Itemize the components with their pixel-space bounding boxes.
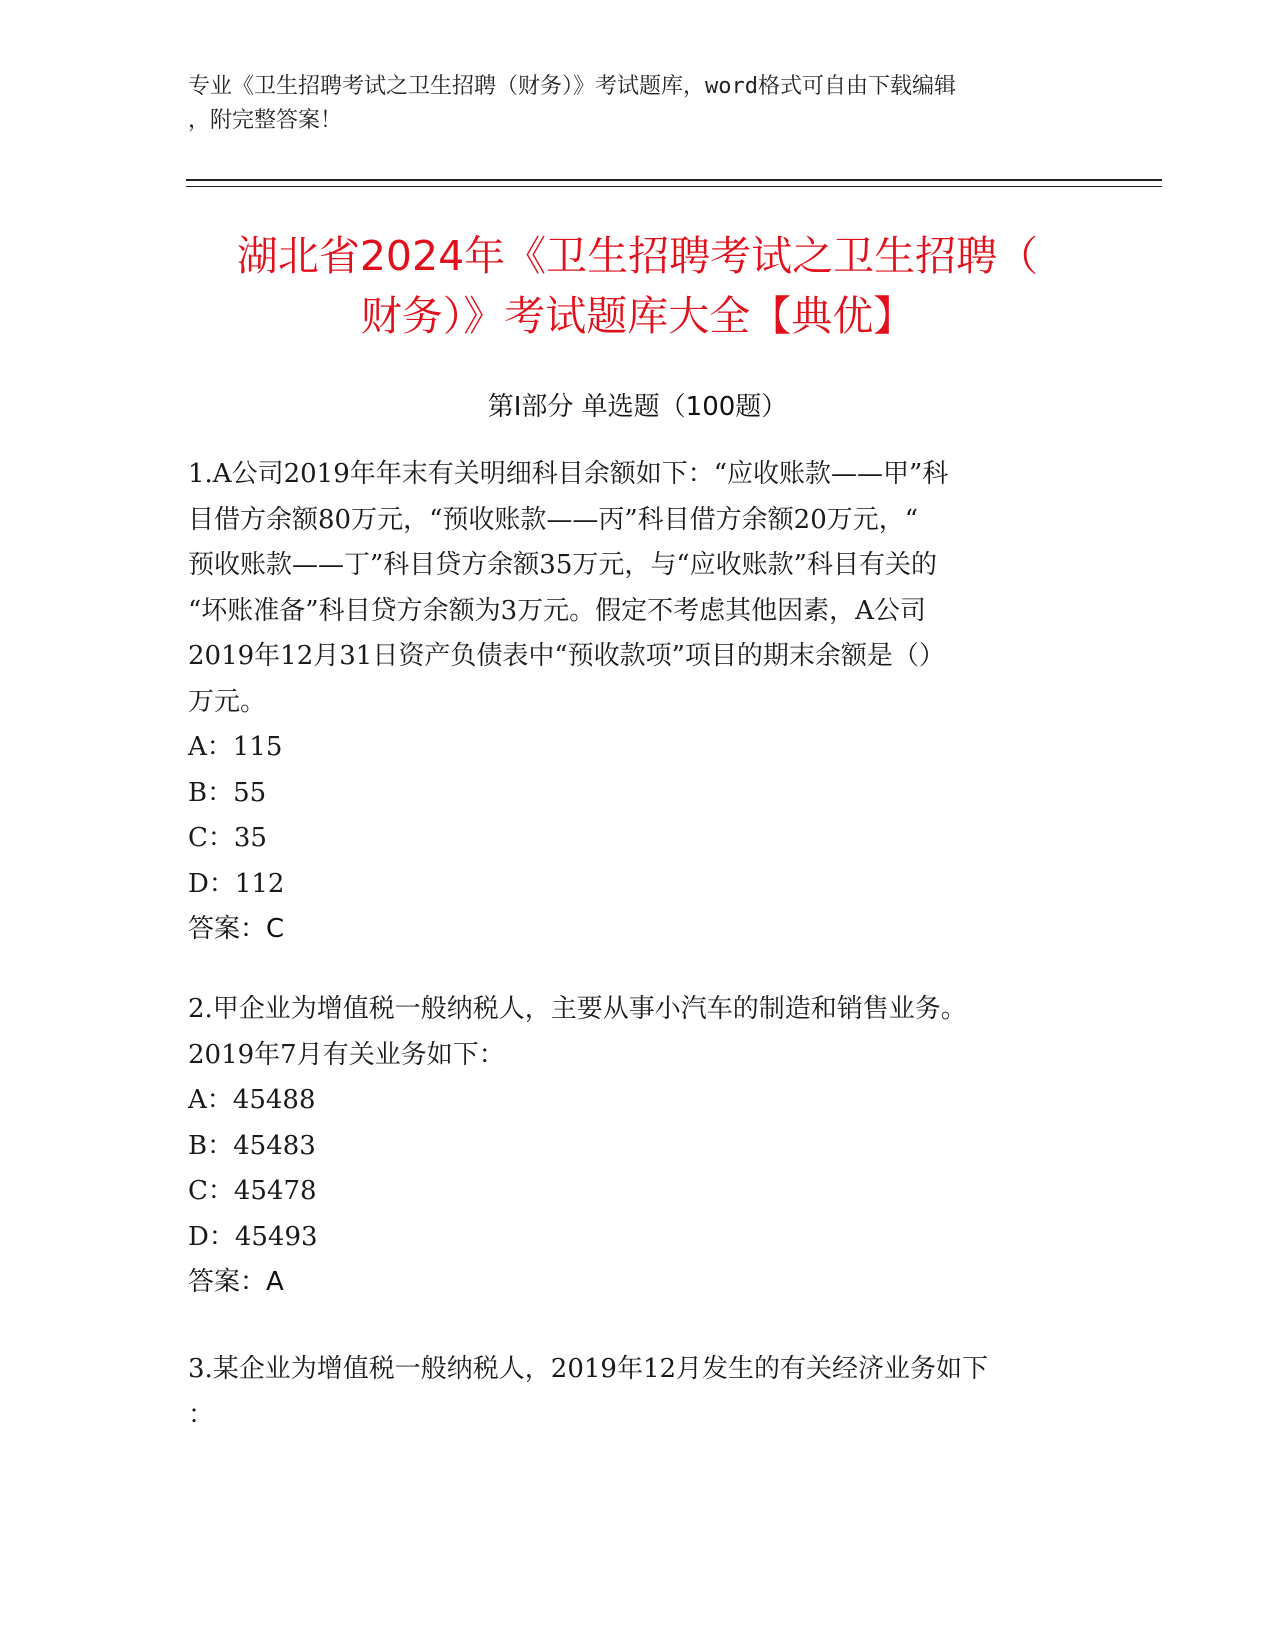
header-note [188, 70, 1088, 138]
question-3-stem-line: 3.某企业为增值税一般纳税人，2019年12月发生的有关经济业务如下 [188, 1354, 989, 1384]
question-1-option-c: C：35 [188, 823, 267, 853]
question-2-answer: 答案：A [188, 1267, 284, 1297]
header-note-line-2: ，附完整答案！ [188, 108, 343, 133]
question-1-option-d: D：112 [188, 868, 285, 899]
question-1-stem-line: 万元。 [188, 686, 267, 717]
question-2-stem-line: 2019年7月有关业务如下： [188, 1039, 505, 1070]
question-1-stem-line: 目借方余额80万元，“预收账款——丙”科目借方余额20万元，“ [188, 504, 919, 535]
question-1-option-a: A：115 [188, 732, 283, 762]
question-1-stem-line: 1.A公司2019年年末有关明细科目余额如下：“应收账款——甲”科 [188, 459, 949, 489]
question-2-stem-line: 2.甲企业为增值税一般纳税人，主要从事小汽车的制造和销售业务。 [188, 994, 967, 1024]
document-title-line-2: 财务）》考试题库大全【典优】 [360, 292, 915, 340]
question-3-stem-line: ： [188, 1399, 215, 1430]
question-1-answer: 答案：C [188, 914, 285, 944]
question-1 [188, 452, 1088, 953]
question-1-stem-line: 预收账款——丁”科目贷方余额35万元，与“应收账款”科目有关的 [188, 550, 937, 580]
question-2-option-d: D：45493 [188, 1221, 318, 1252]
header-divider-thick [186, 179, 1162, 181]
question-2-option-a: A：45488 [188, 1085, 316, 1115]
question-2 [188, 987, 1088, 1306]
question-2-option-c: C：45478 [188, 1176, 317, 1206]
question-1-stem-line: “坏账准备”科目贷方余额为3万元。假定不考虑其他因素，A公司 [188, 595, 926, 626]
document-title [100, 226, 1175, 346]
header-divider-thin [186, 186, 1162, 187]
question-1-stem-line: 2019年12月31日资产负债表中“预收款项”项目的期末余额是（） [188, 641, 945, 671]
question-1-option-b: B：55 [188, 777, 267, 808]
question-3 [188, 1347, 1088, 1438]
document-title-line-1: 湖北省2024年《卫生招聘考试之卫生招聘（ [236, 232, 1039, 280]
section-heading: 第Ⅰ部分 单选题（100题） [487, 392, 788, 422]
header-note-line-1: 专业《卫生招聘考试之卫生招聘（财务）》考试题库，word格式可自由下载编辑 [188, 74, 956, 99]
question-2-option-b: B：45483 [188, 1130, 316, 1161]
